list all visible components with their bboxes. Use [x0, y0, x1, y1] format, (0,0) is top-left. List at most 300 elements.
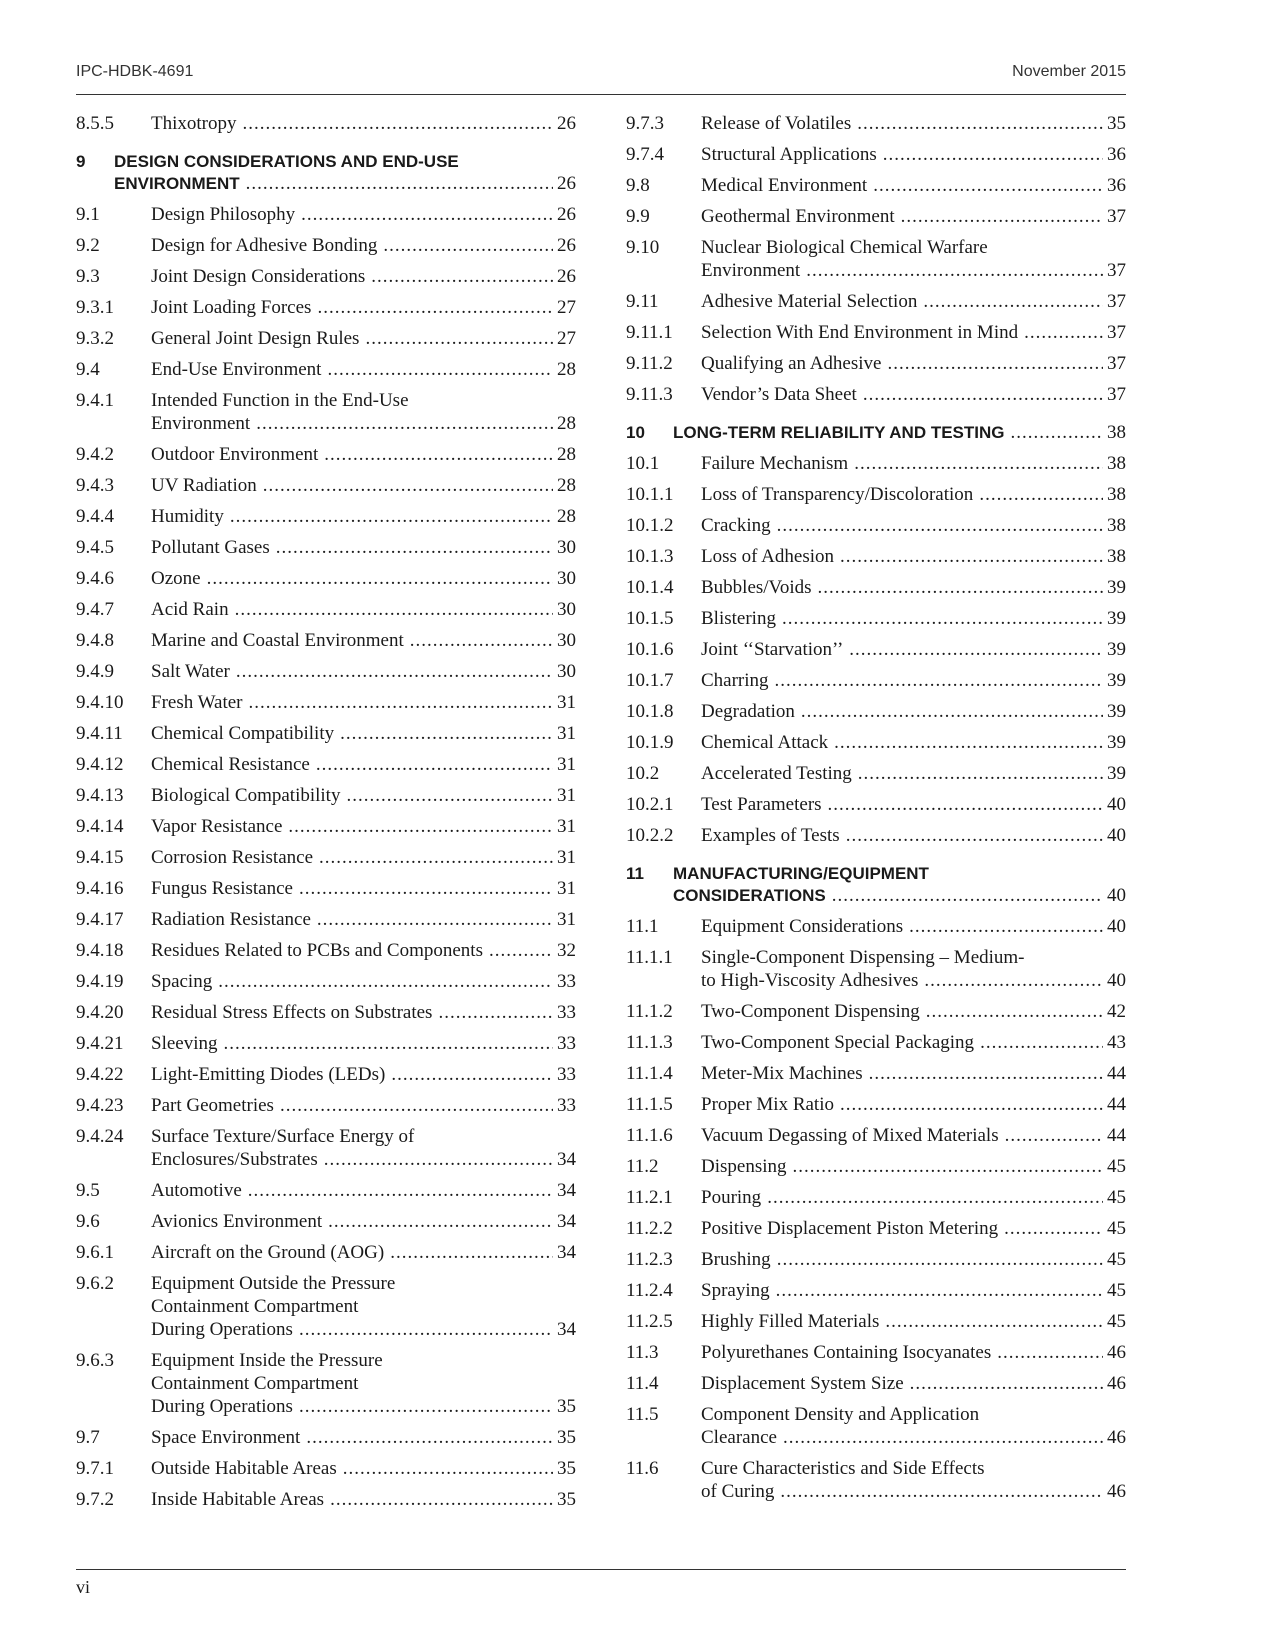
toc-entry-number: 11.2.3	[626, 1249, 673, 1270]
toc-entry-number: 9.4.7	[76, 599, 114, 620]
toc-entry-number: 10.2	[626, 763, 660, 784]
toc-entry[interactable]	[626, 236, 1126, 282]
toc-entry-title-row	[151, 474, 576, 497]
toc-leader-dots	[901, 205, 1103, 228]
toc-entry-title: Space Environment	[151, 1427, 301, 1448]
toc-leader-dots	[863, 383, 1103, 406]
toc-leader-dots	[854, 452, 1103, 475]
toc-entry-number: 9.6.1	[76, 1242, 114, 1263]
toc-entry-number: 9.3.2	[76, 328, 114, 349]
toc-entry-number: 10.1.9	[626, 732, 674, 753]
toc-entry-title-row	[151, 1179, 576, 1202]
toc-entry-number: 11.3	[626, 1342, 659, 1363]
toc-entry[interactable]	[626, 638, 1126, 661]
toc-entry-title: Vapor Resistance	[151, 816, 283, 837]
toc-entry-title: Environment	[701, 260, 801, 281]
toc-leader-dots	[340, 722, 553, 745]
toc-entry-title-row	[151, 784, 576, 807]
toc-entry[interactable]	[76, 1488, 576, 1511]
toc-leader-dots	[793, 1155, 1104, 1178]
toc-leader-dots	[776, 1279, 1103, 1302]
toc-leader-dots	[801, 700, 1103, 723]
toc-entry[interactable]	[626, 352, 1126, 375]
toc-entry-number: 9.4.21	[76, 1033, 124, 1054]
toc-page-number: 38	[1107, 422, 1126, 443]
toc-entry-title: End-Use Environment	[151, 359, 322, 380]
toc-entry-number: 9.6	[76, 1211, 100, 1232]
toc-leader-dots	[834, 731, 1103, 754]
toc-entry-number: 9.3.1	[76, 297, 114, 318]
toc-entry-title-row	[151, 505, 576, 528]
toc-page-number: 37	[1107, 260, 1126, 281]
toc-entry-number: 9.4.10	[76, 692, 124, 713]
toc-entry[interactable]	[626, 1031, 1126, 1054]
toc-entry[interactable]	[626, 174, 1126, 197]
toc-page-number: 39	[1107, 639, 1126, 660]
toc-entry-number: 9.11.2	[626, 353, 673, 374]
toc-entry-title-line: Equipment Inside the Pressure	[151, 1350, 383, 1371]
toc-entry-title-row	[151, 1148, 576, 1171]
toc-leader-dots	[840, 1093, 1103, 1116]
toc-entry[interactable]	[626, 915, 1126, 938]
toc-entry[interactable]	[626, 946, 1126, 992]
toc-leader-dots	[365, 327, 553, 350]
toc-leader-dots	[857, 112, 1103, 135]
toc-entry-title-row	[701, 514, 1126, 537]
toc-entry-title: LONG-TERM RELIABILITY AND TESTING	[673, 423, 1005, 442]
toc-entry[interactable]	[626, 793, 1126, 816]
toc-entry-title-row	[151, 358, 576, 381]
toc-entry-number: 11.1.5	[626, 1094, 673, 1115]
toc-page-number: 28	[557, 444, 576, 465]
toc-entry-title-row	[151, 1094, 576, 1117]
toc-entry-title-row	[151, 1488, 576, 1511]
toc-entry-title-row	[151, 203, 576, 226]
toc-entry-number: 10.2.2	[626, 825, 674, 846]
toc-right-column	[626, 112, 1126, 1511]
toc-entry-title: Brushing	[701, 1249, 771, 1270]
toc-entry[interactable]	[76, 939, 576, 962]
toc-entry-title: Accelerated Testing	[701, 763, 852, 784]
toc-entry[interactable]	[76, 1457, 576, 1480]
toc-leader-dots	[777, 514, 1103, 537]
toc-entry[interactable]	[76, 1032, 576, 1055]
toc-entry-title-row	[701, 174, 1126, 197]
toc-entry[interactable]	[626, 1310, 1126, 1333]
toc-entry-number: 10.1.3	[626, 546, 674, 567]
toc-entry-title: Fresh Water	[151, 692, 243, 713]
toc-entry-title-line: Intended Function in the End-Use	[151, 390, 409, 411]
toc-entry-number: 9.4.4	[76, 506, 114, 527]
toc-entry-title: Design for Adhesive Bonding	[151, 235, 378, 256]
toc-entry[interactable]	[76, 1272, 576, 1341]
toc-entry-number: 9.4.19	[76, 971, 124, 992]
toc-entry-title-row	[151, 877, 576, 900]
toc-page-number: 45	[1107, 1218, 1126, 1239]
toc-page-number: 30	[557, 661, 576, 682]
toc-entry-title: CONSIDERATIONS	[673, 886, 826, 905]
toc-page-number: 37	[1107, 206, 1126, 227]
toc-entry-title-line: Containment Compartment	[151, 1373, 359, 1394]
toc-entry[interactable]	[76, 1241, 576, 1264]
toc-page-number: 35	[1107, 113, 1126, 134]
toc-entry[interactable]	[76, 358, 576, 381]
toc-leader-dots	[383, 234, 553, 257]
toc-page-number: 31	[557, 847, 576, 868]
toc-page-number: 34	[557, 1149, 576, 1170]
toc-entry-number: 9.4.15	[76, 847, 124, 868]
toc-page-number: 39	[1107, 763, 1126, 784]
toc-page-number: 31	[557, 754, 576, 775]
toc-entry[interactable]	[626, 483, 1126, 506]
toc-leader-dots	[346, 784, 553, 807]
toc-entry[interactable]	[76, 265, 576, 288]
toc-entry-title: Outside Habitable Areas	[151, 1458, 337, 1479]
toc-entry[interactable]	[76, 722, 576, 745]
toc-entry-title: Proper Mix Ratio	[701, 1094, 834, 1115]
toc-entry-title-row	[701, 1124, 1126, 1147]
toc-entry[interactable]	[76, 1179, 576, 1202]
toc-entry-title: Geothermal Environment	[701, 206, 895, 227]
toc-entry[interactable]	[626, 1124, 1126, 1147]
toc-leader-dots	[316, 753, 553, 776]
toc-page-number: 45	[1107, 1249, 1126, 1270]
toc-leader-dots	[280, 1094, 553, 1117]
toc-entry-title: Blistering	[701, 608, 776, 629]
toc-entry-number: 9.4.2	[76, 444, 114, 465]
toc-entry-title-line: Component Density and Application	[701, 1404, 980, 1425]
toc-leader-dots	[980, 1031, 1103, 1054]
toc-entry-number: 9.3	[76, 266, 100, 287]
toc-entry[interactable]	[626, 1279, 1126, 1302]
toc-entry-number: 9.11	[626, 291, 659, 312]
toc-entry[interactable]	[76, 474, 576, 497]
toc-entry[interactable]	[626, 576, 1126, 599]
toc-entry-title-row	[701, 669, 1126, 692]
toc-entry[interactable]	[626, 1372, 1126, 1395]
toc-leader-dots	[249, 691, 553, 714]
toc-leader-dots	[301, 203, 553, 226]
toc-entry-title: Acid Rain	[151, 599, 229, 620]
toc-leader-dots	[319, 846, 553, 869]
toc-page-number: 33	[557, 1002, 576, 1023]
toc-leader-dots	[873, 174, 1103, 197]
toc-entry-title-row	[701, 638, 1126, 661]
toc-entry-title-row	[701, 321, 1126, 344]
toc-entry[interactable]	[76, 443, 576, 466]
toc-entry[interactable]	[76, 691, 576, 714]
toc-entry-title-row	[151, 1032, 576, 1055]
toc-entry[interactable]	[626, 1248, 1126, 1271]
toc-leader-dots	[248, 1179, 553, 1202]
toc-entry[interactable]	[76, 784, 576, 807]
toc-entry-title: Design Philosophy	[151, 204, 296, 225]
toc-entry[interactable]	[626, 700, 1126, 723]
toc-leader-dots	[299, 1318, 553, 1341]
toc-page-number: 31	[557, 723, 576, 744]
toc-entry-title: Clearance	[701, 1427, 777, 1448]
toc-entry-number: 10.2.1	[626, 794, 674, 815]
toc-entry-title: Structural Applications	[701, 144, 877, 165]
toc-entry[interactable]	[76, 970, 576, 993]
toc-leader-dots	[410, 629, 553, 652]
toc-entry[interactable]	[76, 203, 576, 226]
toc-entry[interactable]	[626, 1186, 1126, 1209]
toc-leader-dots	[883, 143, 1103, 166]
toc-entry-number: 9.4.11	[76, 723, 123, 744]
toc-entry[interactable]	[626, 1457, 1126, 1503]
toc-entry-title-row	[673, 422, 1126, 444]
toc-entry[interactable]	[626, 205, 1126, 228]
toc-leader-dots	[1024, 321, 1103, 344]
toc-entry-title: Release of Volatiles	[701, 113, 852, 134]
toc-entry[interactable]	[626, 143, 1126, 166]
toc-entry[interactable]	[76, 327, 576, 350]
toc-entry-title-row	[151, 1210, 576, 1233]
toc-entry-number: 11.2.5	[626, 1311, 673, 1332]
toc-entry-title-row	[151, 1426, 576, 1449]
toc-leader-dots	[224, 1032, 554, 1055]
toc-entry[interactable]	[76, 389, 576, 435]
toc-entry-title-row	[151, 970, 576, 993]
toc-entry-title: Biological Compatibility	[151, 785, 341, 806]
toc-entry-title: General Joint Design Rules	[151, 328, 360, 349]
toc-entry[interactable]	[76, 567, 576, 590]
toc-page-number: 34	[557, 1319, 576, 1340]
toc-entry[interactable]	[76, 1001, 576, 1024]
toc-entry-number: 11.1.3	[626, 1032, 673, 1053]
toc-entry[interactable]	[76, 877, 576, 900]
toc-entry-title: Marine and Coastal Environment	[151, 630, 404, 651]
toc-page-number: 33	[557, 1033, 576, 1054]
toc-entry[interactable]	[76, 112, 576, 135]
toc-page-number: 44	[1107, 1063, 1126, 1084]
toc-page-number: 45	[1107, 1187, 1126, 1208]
toc-leader-dots	[910, 1372, 1103, 1395]
toc-entry-title-row	[151, 1063, 576, 1086]
toc-entry-number: 11.2.1	[626, 1187, 673, 1208]
toc-page-number: 39	[1107, 701, 1126, 722]
toc-entry[interactable]	[76, 1210, 576, 1233]
toc-entry-number: 11.1.1	[626, 947, 673, 968]
toc-entry[interactable]	[626, 383, 1126, 406]
toc-entry-number: 9	[76, 152, 86, 171]
toc-entry-number: 11.1.2	[626, 1001, 673, 1022]
toc-entry-title-row	[151, 939, 576, 962]
toc-entry-title-row	[701, 969, 1126, 992]
toc-leader-dots	[390, 1241, 553, 1264]
toc-entry-title: Pouring	[701, 1187, 762, 1208]
document-date: November 2015	[1012, 63, 1126, 80]
toc-leader-dots	[979, 483, 1103, 506]
toc-entry-title-row	[151, 536, 576, 559]
toc-entry-number: 10.1.4	[626, 577, 674, 598]
toc-entry[interactable]	[76, 846, 576, 869]
toc-entry[interactable]	[626, 1403, 1126, 1449]
toc-leader-dots	[317, 908, 553, 931]
toc-page-number: 40	[1107, 970, 1126, 991]
toc-entry[interactable]	[76, 1094, 576, 1117]
toc-entry[interactable]	[626, 1062, 1126, 1085]
toc-leader-dots	[777, 1248, 1103, 1271]
toc-entry-number: 10.1.2	[626, 515, 674, 536]
toc-entry[interactable]	[76, 908, 576, 931]
toc-entry-title-row	[151, 660, 576, 683]
toc-entry[interactable]	[76, 753, 576, 776]
toc-entry-title: Loss of Transparency/Discoloration	[701, 484, 974, 505]
toc-page-number: 31	[557, 785, 576, 806]
toc-entry-title: Joint ‘‘Starvation’’	[701, 639, 844, 660]
toc-entry-number: 9.7	[76, 1427, 100, 1448]
toc-entry-number: 8.5.5	[76, 113, 114, 134]
toc-entry-title: Equipment Considerations	[701, 916, 904, 937]
toc-entry[interactable]	[626, 1000, 1126, 1023]
toc-entry-title-row	[701, 762, 1126, 785]
toc-entry-title: Vacuum Degassing of Mixed Materials	[701, 1125, 999, 1146]
toc-entry-title-row	[701, 205, 1126, 228]
toc-entry[interactable]	[76, 1125, 576, 1171]
toc-entry-title: Inside Habitable Areas	[151, 1489, 325, 1510]
toc-entry[interactable]	[76, 660, 576, 683]
toc-entry-number: 9.4.3	[76, 475, 114, 496]
toc-section-heading[interactable]	[626, 863, 1126, 907]
toc-page-number: 40	[1107, 794, 1126, 815]
toc-entry-title-row	[151, 691, 576, 714]
toc-entry-title: Two-Component Dispensing	[701, 1001, 920, 1022]
toc-leader-dots	[243, 112, 554, 135]
toc-entry-title-row	[701, 915, 1126, 938]
toc-entry-number: 11.1	[626, 916, 659, 937]
toc-entry[interactable]	[76, 296, 576, 319]
toc-entry[interactable]	[76, 505, 576, 528]
toc-entry-title-row	[114, 173, 576, 195]
toc-entry-title: Polyurethanes Containing Isocyanates	[701, 1342, 992, 1363]
toc-leader-dots	[299, 1395, 553, 1418]
toc-section-heading[interactable]	[76, 151, 576, 195]
toc-entry-title: Two-Component Special Packaging	[701, 1032, 975, 1053]
toc-entry-number: 9.4.14	[76, 816, 124, 837]
toc-entry-title-row	[701, 1426, 1126, 1449]
toc-entry[interactable]	[76, 234, 576, 257]
toc-entry-title-row	[701, 1310, 1126, 1333]
toc-leader-dots	[391, 1063, 553, 1086]
toc-entry-number: 11.4	[626, 1373, 659, 1394]
toc-entry-title-row	[151, 412, 576, 435]
toc-entry[interactable]	[626, 762, 1126, 785]
toc-entry-title: Enclosures/Substrates	[151, 1149, 318, 1170]
toc-entry[interactable]	[76, 598, 576, 621]
toc-entry-number: 9.11.3	[626, 384, 673, 405]
toc-entry[interactable]	[626, 452, 1126, 475]
toc-entry-title: Displacement System Size	[701, 1373, 904, 1394]
toc-page-number: 31	[557, 692, 576, 713]
toc-entry-title: Residual Stress Effects on Substrates	[151, 1002, 433, 1023]
toc-entry[interactable]	[76, 1063, 576, 1086]
toc-entry-title: Automotive	[151, 1180, 242, 1201]
toc-entry-number: 10.1.6	[626, 639, 674, 660]
toc-leader-dots	[846, 824, 1103, 847]
toc-entry[interactable]	[626, 607, 1126, 630]
toc-entry-number: 9.4.6	[76, 568, 114, 589]
toc-entry-number: 9.4.18	[76, 940, 124, 961]
toc-entry-number: 11.2.4	[626, 1280, 673, 1301]
toc-entry-title: Medical Environment	[701, 175, 868, 196]
toc-entry[interactable]	[626, 112, 1126, 135]
toc-page-number: 33	[557, 1095, 576, 1116]
toc-entry[interactable]	[626, 514, 1126, 537]
toc-page-number: 28	[557, 359, 576, 380]
toc-entry-title-row	[701, 1000, 1126, 1023]
toc-entry[interactable]	[626, 1093, 1126, 1116]
page-header	[76, 63, 1126, 87]
toc-entry-title: Avionics Environment	[151, 1211, 323, 1232]
toc-entry[interactable]	[76, 536, 576, 559]
toc-entry[interactable]	[76, 815, 576, 838]
toc-entry[interactable]	[626, 1341, 1126, 1364]
toc-page-number: 37	[1107, 384, 1126, 405]
toc-entry[interactable]	[626, 669, 1126, 692]
toc-entry[interactable]	[626, 824, 1126, 847]
toc-entry[interactable]	[626, 731, 1126, 754]
toc-leader-dots	[775, 669, 1103, 692]
toc-page-number: 27	[557, 328, 576, 349]
toc-entry[interactable]	[76, 1349, 576, 1418]
toc-page-number: 31	[557, 816, 576, 837]
toc-entry-number: 11.2.2	[626, 1218, 673, 1239]
toc-entry-title-row	[151, 327, 576, 350]
toc-leader-dots	[317, 296, 553, 319]
toc-entry-title: Dispensing	[701, 1156, 787, 1177]
toc-section-heading[interactable]	[626, 422, 1126, 444]
toc-leader-dots	[371, 265, 553, 288]
toc-entry[interactable]	[626, 1217, 1126, 1240]
toc-entry-title: Part Geometries	[151, 1095, 274, 1116]
toc-entry[interactable]	[76, 1426, 576, 1449]
toc-entry[interactable]	[626, 290, 1126, 313]
toc-entry[interactable]	[76, 629, 576, 652]
toc-entry-number: 11.5	[626, 1404, 659, 1425]
toc-leader-dots	[288, 815, 553, 838]
toc-entry-title-row	[151, 567, 576, 590]
toc-entry-number: 9.4.20	[76, 1002, 124, 1023]
toc-entry-title-row	[151, 234, 576, 257]
toc-entry-title: Loss of Adhesion	[701, 546, 834, 567]
toc-entry[interactable]	[626, 321, 1126, 344]
toc-page-number: 38	[1107, 515, 1126, 536]
toc-entry-number: 10.1.1	[626, 484, 674, 505]
toc-entry-title: Residues Related to PCBs and Components	[151, 940, 483, 961]
toc-entry-title: Meter-Mix Machines	[701, 1063, 863, 1084]
toc-entry[interactable]	[626, 1155, 1126, 1178]
toc-entry-title-row	[151, 1001, 576, 1024]
toc-entry-title-row	[701, 1093, 1126, 1116]
toc-entry-title-line: Nuclear Biological Chemical Warfare	[701, 237, 988, 258]
toc-entry-title-row	[151, 1395, 576, 1418]
toc-entry-title-row	[701, 1217, 1126, 1240]
toc-leader-dots	[343, 1457, 553, 1480]
toc-leader-dots	[923, 290, 1103, 313]
toc-entry-title: Examples of Tests	[701, 825, 840, 846]
footer-rule	[76, 1569, 1126, 1570]
toc-entry[interactable]	[626, 545, 1126, 568]
toc-entry-title: Ozone	[151, 568, 201, 589]
toc-page-number: 40	[1107, 825, 1126, 846]
toc-page-number: 37	[1107, 322, 1126, 343]
document-id: IPC-HDBK-4691	[76, 63, 194, 80]
toc-page-number: 31	[557, 878, 576, 899]
toc-entry-title: Test Parameters	[701, 794, 822, 815]
toc-entry-title: Spacing	[151, 971, 213, 992]
